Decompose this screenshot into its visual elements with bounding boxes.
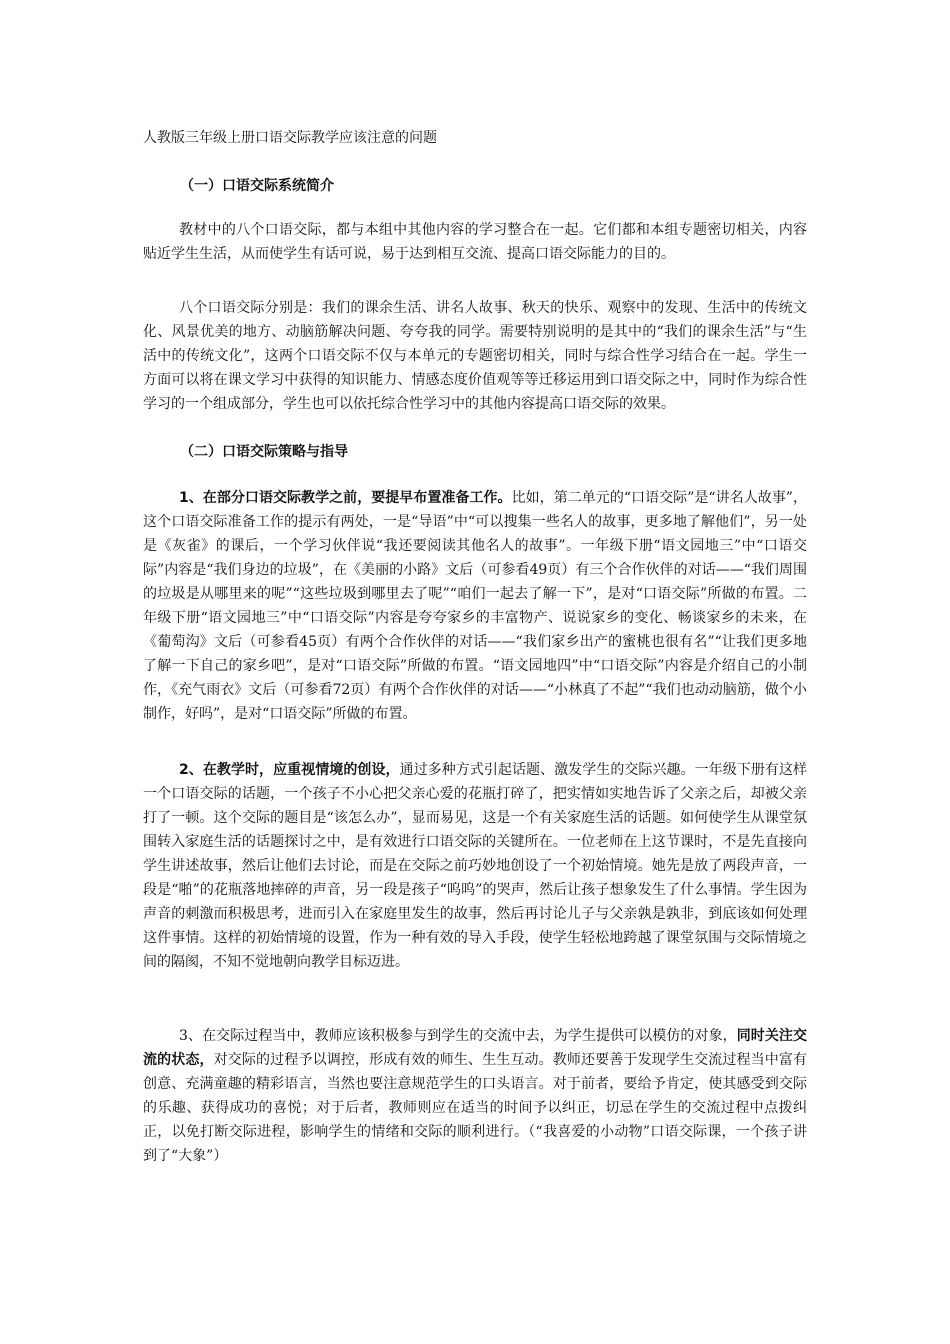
document-title: 人教版三年级上册口语交际教学应该注意的问题 (143, 130, 437, 146)
paragraph-intro-2: 八个口语交际分别是：我们的课余生活、讲名人故事、秋天的快乐、观察中的发现、生活中的传统文化、风景优美的地方、动脑筋解决问题、夸夸我的同学。需要特别说明的是其中的“我们的课余生活”与“生活中的传统文化”，这两个口语交际不仅与本单元的专题密切相关，同时与综合性学习结合在一起。学生一方面可以将在课文学习中获得的知识能力、情感态度价值观等等迁移运用到口语交际之中，同时作为综合性学习的一个组成部分，学生也可以依托综合性学习中的其他内容提高口语交际的效果。 (143, 300, 807, 412)
paragraph-strategy-2 (143, 758, 807, 974)
section-heading-intro: （一）口语交际系统简介 (180, 178, 334, 194)
paragraph-strategy-3 (143, 1024, 807, 1168)
strategy-2-body: 通过多种方式引起话题、激发学生的交际兴趣。一年级下册有这样一个口语交际的话题，一个孩子不小心把父亲心爱的花瓶打碎了，把实情如实地告诉了父亲之后，却被父亲打了一顿。这个交际的题目是“该怎么办”，显而易见，这是一个有关家庭生活的话题。如何使学生从课堂氛围转入家庭生活的话题探讨之中，是有效进行口语交际的关键所在。一位老师在上这节课时，不是先直接向学生讲述故事，然后让他们去讨论，而是在交际之前巧妙地创设了一个初始情境。她先是放了两段声音，一段是“啪”的花瓶落地摔碎的声音，另一段是孩子“呜呜”的哭声，然后让孩子想象发生了什么事情。学生因为声音的刺激而积极思考，进而引入在家庭里发生的故事，然后再讨论儿子与父亲孰是孰非，到底该如何处理这件事情。这样的初始情境的设置，作为一种有效的导入手段，使学生轻松地跨越了课堂氛围与交际情境之间的隔阂，不知不觉地朝向教学目标迈进。 (143, 762, 807, 970)
strategy-2-lead: 2、在教学时，应重视情境的创设， (179, 762, 400, 778)
strategy-3-before: 3、在交际过程当中，教师应该积极参与到学生的交流中去，为学生提供可以模仿的对象， (179, 1028, 737, 1044)
paragraph-strategy-1 (143, 486, 807, 726)
paragraph-intro-1: 教材中的八个口语交际，都与本组中其他内容的学习整合在一起。它们都和本组专题密切相关，内容贴近学生生活，从而使学生有话可说，易于达到相互交流、提高口语交际能力的目的。 (143, 222, 807, 262)
strategy-3-after: 对交际的过程予以调控，形成有效的师生、生生互动。教师还要善于发现学生交流过程当中富有创意、充满童趣的精彩语言，当然也要注意规范学生的口头语言。对于前者，要给予肯定，使其感受到交际的乐趣、获得成功的喜悦；对于后者，教师则应在适当的时间予以纠正，切忌在学生的交流过程中点拨纠正，以免打断交际进程，影响学生的情绪和交际的顺利进行。（“我喜爱的小动物”口语交际课，一个孩子讲到了“大象”） (143, 1052, 808, 1164)
section-heading-strategy: （二）口语交际策略与指导 (180, 444, 348, 460)
strategy-1-lead: 1、在部分口语交际教学之前，要提早布置准备工作。 (179, 490, 512, 506)
strategy-1-body: 比如，第二单元的“口语交际”是“讲名人故事”，这个口语交际准备工作的提示有两处，一是“导语”中“可以搜集一些名人的故事，更多地了解他们”，另一处是《灰雀》的课后，一个学习伙伴说“我还要阅读其他名人的故事”。一年级下册“语文园地三”中“口语交际”内容是“我们身边的垃圾”，在《美丽的小路》文后（可参看49页）有三个合作伙伴的对话——“我们周围的垃圾是从哪里来的呢”“这些垃圾到哪里去了呢”“咱们一起去了解一下”，是对“口语交际”所做的布置。二年级下册“语文园地三”中“口语交际”内容是夸夸家乡的丰富物产、说说家乡的变化、畅谈家乡的未来，在《葡萄沟》文后（可参看45页）有两个合作伙伴的对话——“我们家乡出产的蜜桃也很有名”“让我们更多地了解一下自己的家乡吧”，是对“口语交际”所做的布置。“语文园地四”中“口语交际”内容是介绍自己的小制作，《充气雨衣》文后（可参看72页）有两个合作伙伴的对话——“小林真了不起”“我们也动动脑筋，做个小制作，好吗”，是对“口语交际”所做的布置。 (143, 490, 807, 722)
strategy-3-emphasis: 同时关注交流的状态， (143, 1028, 807, 1068)
